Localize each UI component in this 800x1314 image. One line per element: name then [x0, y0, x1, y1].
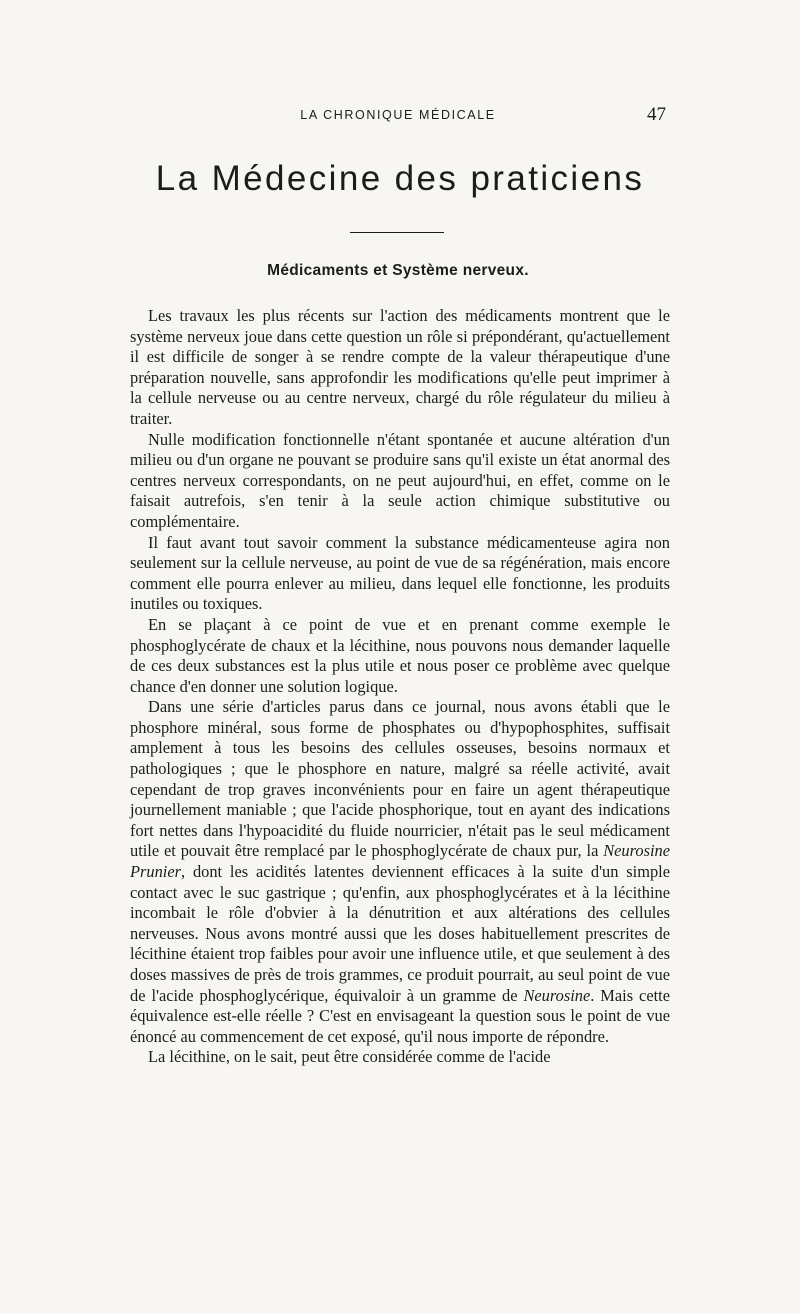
- paragraph-text: Dans une série d'articles parus dans ce journal, nous avons établi que le phosphore minéral, sous forme de phosphates ou d'hypophosphites, suffisait amplement à tous les besoins des cellules osseuses, besoins normaux et pathologiques ; que le phosphore en nature, malgré sa réelle activité, avait cependant de trop graves inconvénients pour en faire un agent thérapeutique journellement maniable ; que l'acide phosphorique, tout en ayant des indications fort nettes dans l'hypoacidité du fluide nourricier, n'était pas le seul médicament utile et pouvait être remplacé par le phosphoglycérate de chaux pur, la: [130, 697, 670, 861]
- paragraph-text: En se plaçant à ce point de vue et en prenant comme exemple le phosphoglycérate de chaux et la lécithine, nous pouvons nous demander laquelle de ces deux substances est la plus utile et nous poser ce problème avec quelque chance d'en donner une solution logique.: [130, 614, 670, 696]
- title-divider: [350, 232, 444, 233]
- paragraph-text: La lécithine, on le sait, peut être considérée comme de l'acide: [148, 1047, 551, 1067]
- paragraph-text: . Mais cette équivalence est-elle réelle ? C'est en envisageant la question sous le point de vue énoncé au commencement de cet exposé, qu'il nous importe de répondre.: [130, 985, 670, 1046]
- product-name-italic: Neurosine Prunier: [130, 841, 670, 882]
- product-name-italic: Neurosine: [523, 985, 591, 1005]
- paragraph-text: Les travaux les plus récents sur l'action des médicaments montrent que le système nerveux joue dans cette question un rôle si prépondérant, qu'actuellement il est difficile de songer à se rendre compte de la valeur thérapeutique d'une préparation nouvelle, sans approfondir les modifications qu'elle peut imprimer à la cellule nerveuse ou au centre nerveux, chargé du rôle régulateur du milieu à traiter.: [130, 306, 670, 428]
- page-number: 47: [647, 104, 666, 125]
- paragraph-text: Il faut avant tout savoir comment la substance médicamenteuse agira non seulement sur la cellule nerveuse, au point de vue de sa régénération, mais encore comment elle pourra enlever au milieu, dans lequel elle fonctionne, les produits inutiles ou toxiques.: [130, 532, 670, 614]
- section-heading: Médicaments et Système nerveux.: [267, 262, 529, 279]
- paragraph-2: [130, 430, 670, 533]
- article-body: [130, 306, 670, 1068]
- paragraph-text: Nulle modification fonctionnelle n'étant spontanée et aucune altération d'un milieu ou d'un organe ne pouvant se produire sans qu'il existe un état anormal des centres nerveux correspondants, on ne peut aujourd'hui, en effet, comme on le faisait autrefois, s'en tenir à la seule action chimique substitutive ou complémentaire.: [130, 429, 670, 531]
- paragraph-4: [130, 615, 670, 697]
- running-head: [130, 104, 666, 128]
- paragraph-text: , dont les acidités latentes deviennent efficaces à la suite d'un simple contact avec le suc gastrique ; qu'enfin, aux phosphoglycérates et à la lécithine incombait le rôle d'obvier à la dénutrition et aux altérations des cellules nerveuses. Nous avons montré aussi que les doses habituellement prescrites de lécithine étaient trop faibles pour avoir une influence utile, et que seulement à des doses massives de près de trois grammes, ce produit pourrait, au seul point de vue de l'acide phosphoglycérique, équivaloir à un gramme de: [130, 862, 670, 1005]
- paragraph-3: [130, 533, 670, 615]
- paragraph-1: [130, 306, 670, 430]
- running-title: LA CHRONIQUE MÉDICALE: [300, 108, 496, 122]
- paragraph-6: [130, 1047, 670, 1068]
- paragraph-5: [130, 697, 670, 1047]
- article-title: La Médecine des praticiens: [155, 159, 645, 198]
